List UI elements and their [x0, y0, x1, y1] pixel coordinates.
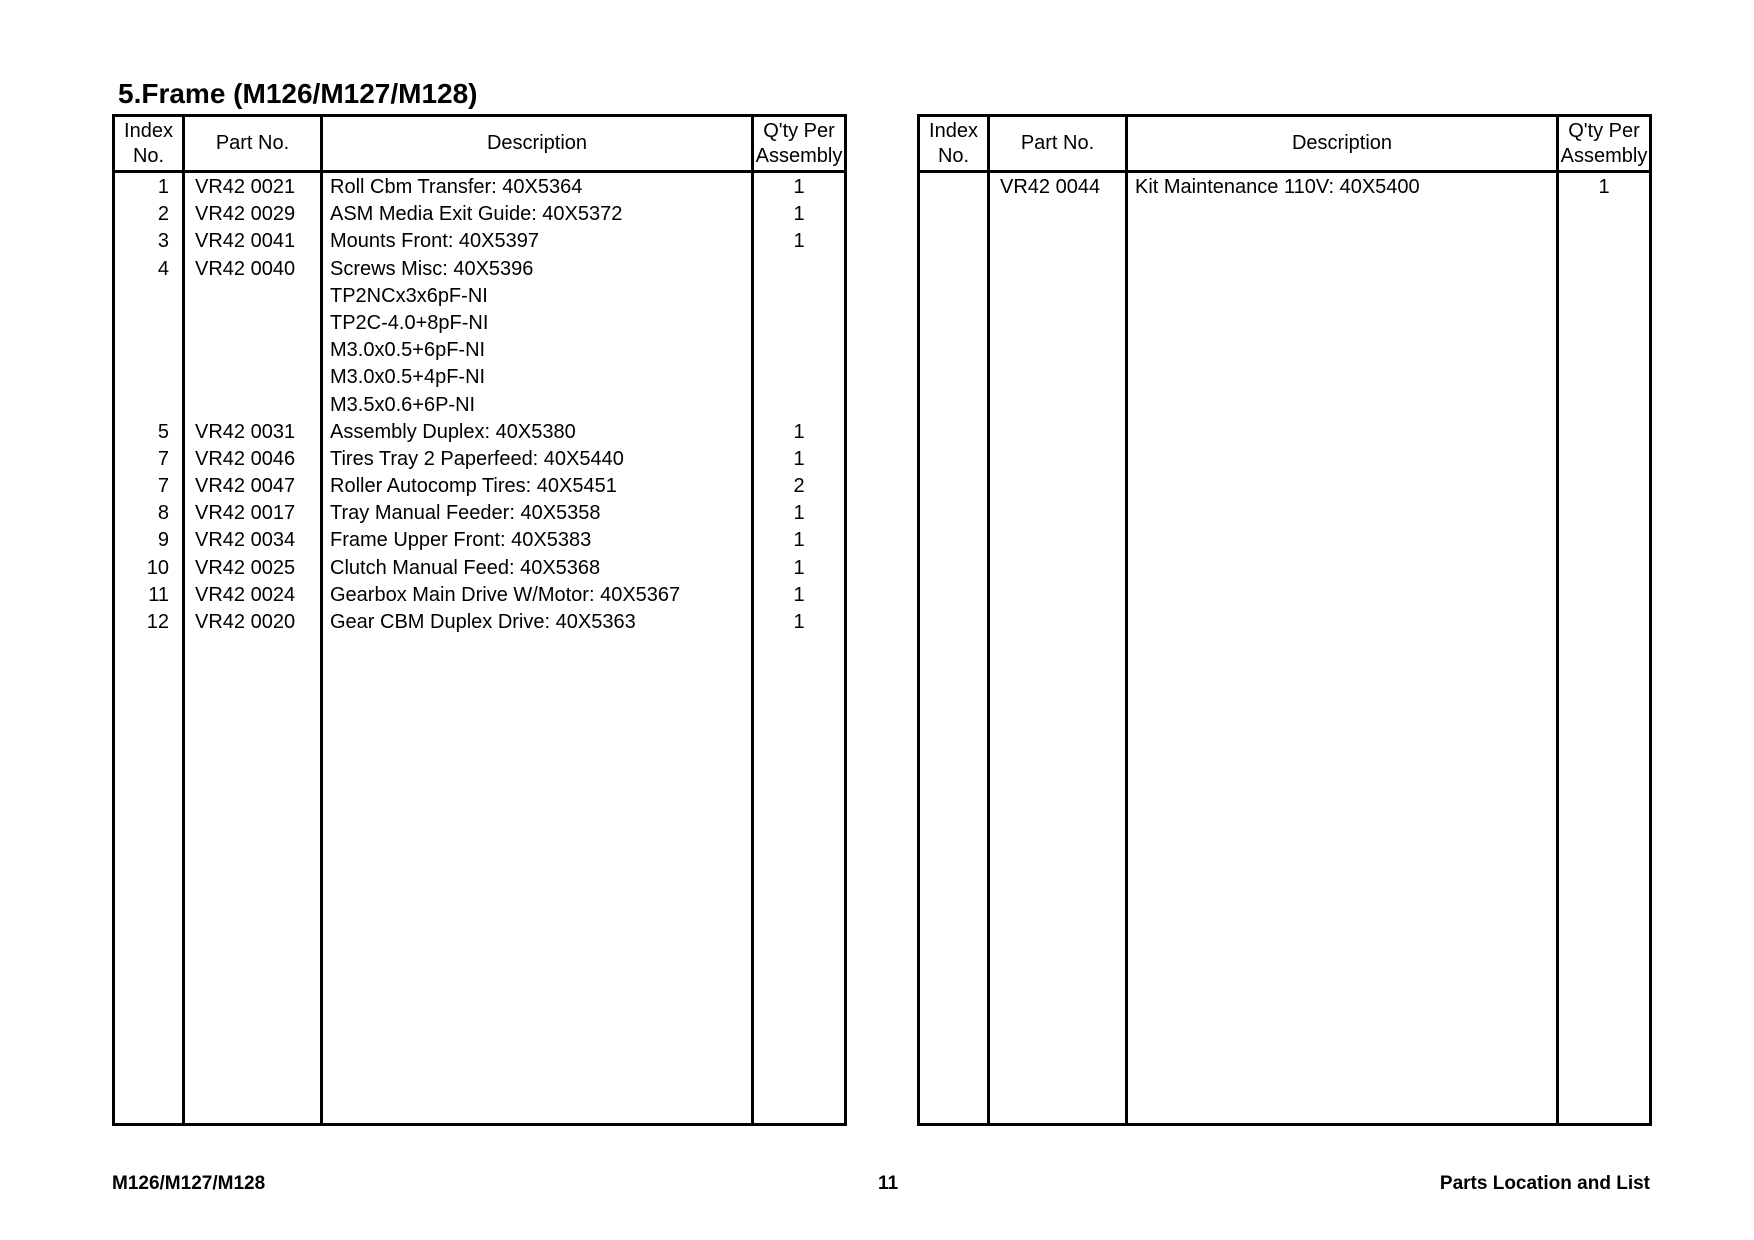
header-description: Description [486, 132, 588, 154]
row-qty: 1 [793, 502, 805, 525]
row-index: 5 [157, 420, 169, 443]
row-description: Roller Autocomp Tires: 40X5451 [330, 475, 617, 498]
row-description: TP2NCx3x6pF-NI [330, 284, 488, 307]
table-row [115, 392, 844, 419]
row-description: M3.0x0.5+6pF-NI [330, 339, 486, 362]
row-part-no: VR42 0031 [195, 420, 296, 443]
column-index [920, 117, 990, 1123]
table-row [115, 446, 844, 473]
row-qty: 1 [793, 583, 805, 606]
row-description: Tray Manual Feeder: 40X5358 [330, 502, 601, 525]
row-index: 10 [146, 556, 169, 579]
table-row [115, 609, 844, 636]
table-row [115, 500, 844, 527]
row-description: Mounts Front: 40X5397 [330, 230, 540, 253]
table-row [115, 228, 844, 255]
table-body [920, 174, 1649, 201]
row-index: 11 [148, 583, 169, 606]
row-part-no: VR42 0025 [195, 556, 296, 579]
row-qty: 1 [793, 230, 805, 253]
row-part-no: VR42 0021 [195, 176, 296, 198]
header-qty: Q'ty Per Assembly [755, 119, 843, 167]
row-description: Gearbox Main Drive W/Motor: 40X5367 [330, 583, 681, 606]
row-index: 12 [146, 611, 169, 633]
column-description [1128, 117, 1559, 1123]
table-row [115, 473, 844, 500]
table-row [115, 527, 844, 554]
column-qty [1559, 117, 1649, 1123]
parts-table-left [112, 114, 847, 1126]
row-qty: 1 [793, 176, 805, 198]
footer-page-number: 11 [877, 1173, 899, 1194]
row-qty: 1 [1598, 176, 1610, 198]
footer-section: Parts Location and List [1439, 1173, 1650, 1194]
row-qty: 1 [793, 447, 805, 470]
row-part-no: VR42 0047 [195, 475, 296, 498]
table-row [920, 174, 1649, 201]
table-row [115, 419, 844, 446]
row-part-no: VR42 0017 [195, 502, 296, 525]
row-description: Clutch Manual Feed: 40X5368 [330, 556, 601, 579]
table-row [115, 310, 844, 337]
table-row [115, 201, 844, 228]
row-part-no: VR42 0044 [1000, 176, 1101, 198]
row-index: 8 [157, 502, 169, 525]
row-qty: 1 [793, 420, 805, 443]
row-description: TP2C-4.0+8pF-NI [330, 311, 489, 334]
row-part-no: VR42 0034 [195, 529, 296, 552]
table-row [115, 256, 844, 283]
header-part-no: Part No. [215, 132, 290, 154]
table-row [115, 337, 844, 364]
footer-model: M126/M127/M128 [112, 1173, 266, 1194]
row-index: 3 [157, 230, 169, 253]
row-part-no: VR42 0041 [195, 230, 296, 253]
row-qty: 1 [793, 529, 805, 552]
table-row [115, 364, 844, 391]
row-description: Gear CBM Duplex Drive: 40X5363 [330, 611, 636, 633]
row-index: 2 [157, 203, 169, 226]
header-index: Index No. [929, 119, 978, 167]
table-body [115, 174, 844, 636]
row-qty: 1 [793, 556, 805, 579]
header-divider [115, 170, 844, 173]
section-title: 5.Frame (M126/M127/M128) [118, 78, 478, 109]
header-description: Description [1291, 132, 1393, 154]
row-description: Frame Upper Front: 40X5383 [330, 529, 592, 552]
row-part-no: VR42 0029 [195, 203, 296, 226]
row-description: M3.0x0.5+4pF-NI [330, 366, 486, 389]
row-index: 1 [157, 176, 169, 198]
header-qty: Q'ty Per Assembly [1560, 119, 1648, 167]
row-description: Tires Tray 2 Paperfeed: 40X5440 [330, 447, 624, 470]
row-part-no: VR42 0020 [195, 611, 296, 633]
header-divider [920, 170, 1649, 173]
parts-table-right [917, 114, 1652, 1126]
row-description: Assembly Duplex: 40X5380 [330, 420, 576, 443]
row-index: 7 [157, 447, 169, 470]
row-index: 7 [157, 475, 169, 498]
header-index: Index No. [124, 119, 173, 167]
row-qty: 1 [793, 611, 805, 633]
row-description: Screws Misc: 40X5396 [330, 257, 534, 280]
row-index: 9 [157, 529, 169, 552]
table-row [115, 283, 844, 310]
row-part-no: VR42 0024 [195, 583, 296, 606]
row-index: 4 [157, 257, 169, 280]
row-description: Roll Cbm Transfer: 40X5364 [330, 176, 583, 198]
header-part-no: Part No. [1020, 132, 1095, 154]
row-description: M3.5x0.6+6P-NI [330, 393, 476, 416]
row-part-no: VR42 0046 [195, 447, 296, 470]
row-part-no: VR42 0040 [195, 257, 296, 280]
table-row [115, 555, 844, 582]
row-description: ASM Media Exit Guide: 40X5372 [330, 203, 623, 226]
row-description: Kit Maintenance 110V: 40X5400 [1135, 176, 1420, 198]
row-qty: 2 [793, 475, 805, 498]
column-part-no [990, 117, 1128, 1123]
table-row [115, 174, 844, 201]
table-row [115, 582, 844, 609]
row-qty: 1 [793, 203, 805, 226]
